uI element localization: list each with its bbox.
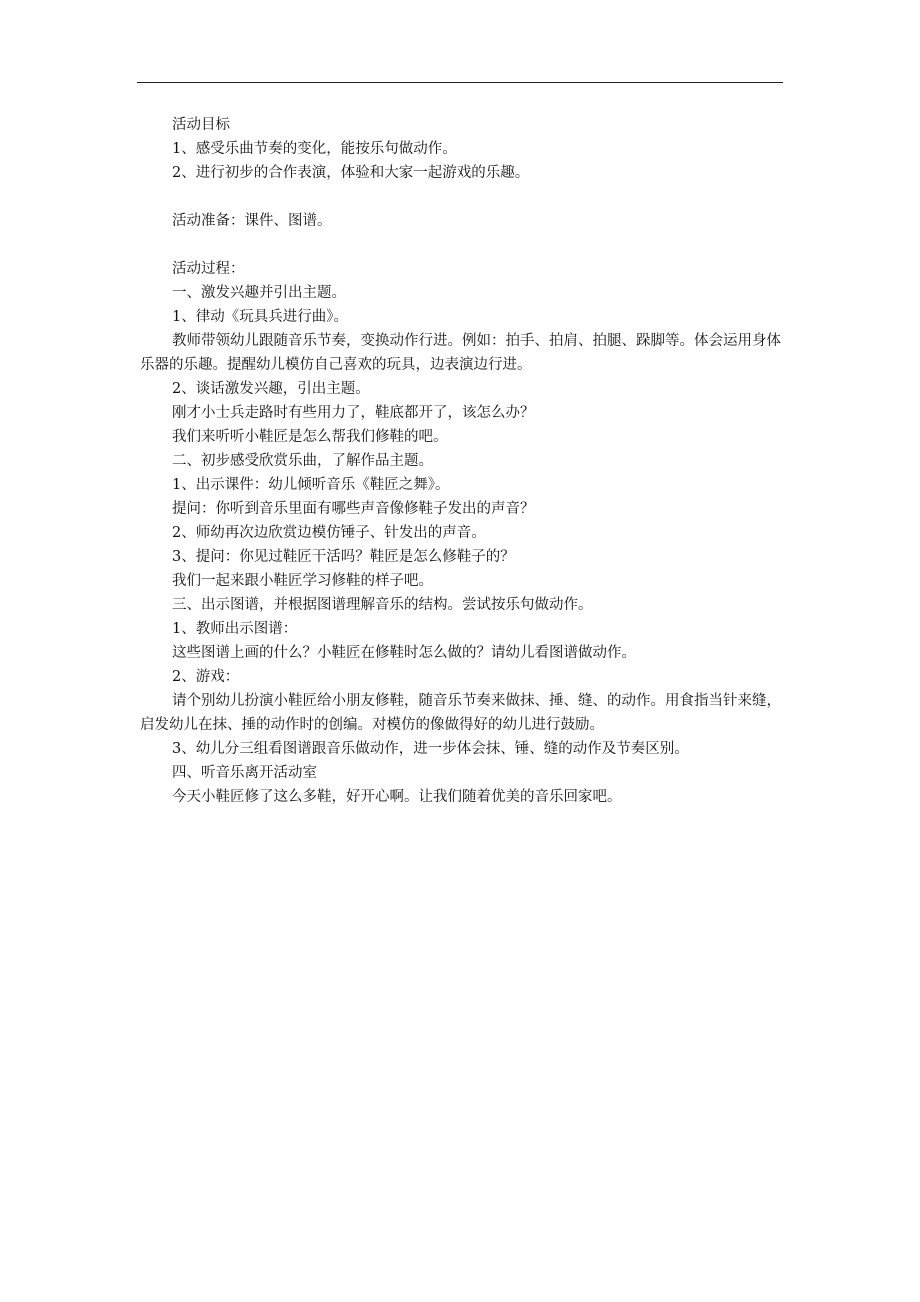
- paragraph: 刚才小士兵走路时有些用力了，鞋底都开了，该怎么办？: [172, 405, 535, 421]
- paragraph: 请个别幼儿扮演小鞋匠给小朋友修鞋，随音乐节奏来做抹、捶、缝、的动作。用食指当针来缝，启发幼儿在抹、捶的动作时的创编。对模仿的像做得好的幼儿进行鼓励。: [140, 693, 781, 733]
- heading-process: 活动过程：: [172, 261, 245, 277]
- step-item: 1、律动《玩具兵进行曲》。: [172, 309, 348, 325]
- step-item: 1、教师出示图谱：: [172, 621, 298, 637]
- paragraph: 教师带领幼儿跟随音乐节奏，变换动作行进。例如：拍手、拍肩、拍腿、跺脚等。体会运用身体乐器的乐趣。提醒幼儿模仿自己喜欢的玩具，边表演边行进。: [140, 333, 781, 373]
- header-rule: [137, 82, 783, 83]
- preparation-line: 活动准备：课件、图谱。: [172, 213, 332, 229]
- step-item: 1、出示课件：幼儿倾听音乐《鞋匠之舞》。: [172, 477, 450, 493]
- step-item: 3、提问：你见过鞋匠干活吗？鞋匠是怎么修鞋子的？: [172, 549, 515, 565]
- heading-goals: 活动目标: [172, 117, 230, 133]
- goal-item: 2、进行初步的合作表演，体验和大家一起游戏的乐趣。: [172, 165, 530, 181]
- document-body: [140, 113, 783, 809]
- paragraph: 我们一起来跟小鞋匠学习修鞋的样子吧。: [172, 573, 433, 589]
- section-heading: 四、听音乐离开活动室: [172, 765, 317, 781]
- section-heading: 三、出示图谱，并根据图谱理解音乐的结构。尝试按乐句做动作。: [172, 597, 593, 613]
- goal-item: 1、感受乐曲节奏的变化，能按乐句做动作。: [172, 141, 457, 157]
- blank-line: [140, 185, 783, 209]
- section-heading: 一、激发兴趣并引出主题。: [172, 285, 346, 301]
- step-item: 2、师幼再次边欣赏边模仿锤子、针发出的声音。: [172, 525, 486, 541]
- step-item: 2、谈话激发兴趣，引出主题。: [172, 381, 370, 397]
- blank-line: [140, 233, 783, 257]
- paragraph: 这些图谱上画的什么？小鞋匠在修鞋时怎么做的？请幼儿看图谱做动作。: [172, 645, 636, 661]
- paragraph: 我们来听听小鞋匠是怎么帮我们修鞋的吧。: [172, 429, 448, 445]
- section-heading: 二、初步感受欣赏乐曲，了解作品主题。: [172, 453, 433, 469]
- paragraph: 今天小鞋匠修了这么多鞋，好开心啊。让我们随着优美的音乐回家吧。: [172, 789, 622, 805]
- paragraph: 提问：你听到音乐里面有哪些声音像修鞋子发出的声音？: [172, 501, 535, 517]
- step-item: 2、游戏：: [172, 669, 240, 685]
- step-item: 3、幼儿分三组看图谱跟音乐做动作，进一步体会抹、锤、缝的动作及节奏区别。: [172, 741, 689, 757]
